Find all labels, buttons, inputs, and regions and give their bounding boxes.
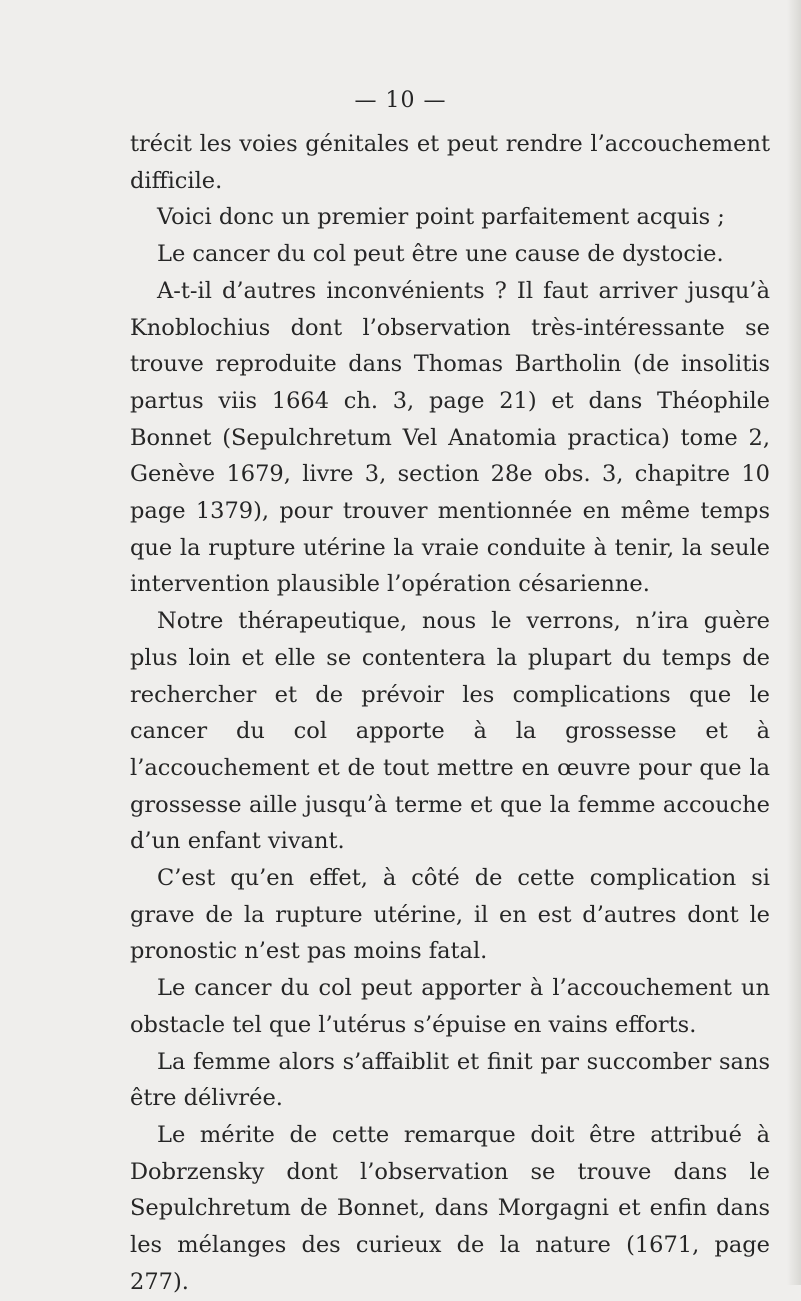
paragraph: Le cancer du col peut apporter à l’accouchement un obstacle tel que l’utérus s’épuise en vains efforts. (130, 975, 770, 1038)
paragraph: Notre thérapeutique, nous le verrons, n’ira guère plus loin et elle se contentera la plupart du temps de rechercher et de prévoir les complications que le cancer du col apporte à la grossesse et à l’accouchement et de tout mettre en œuvre pour que la grossesse aille jusqu’à terme et que la femme accouche d’un enfant vivant. (130, 608, 770, 855)
paragraph: Le cancer du col peut être une cause de dystocie. (157, 241, 724, 268)
paragraph: La femme alors s’affaiblit et finit par succomber sans être délivrée. (130, 1048, 770, 1112)
paragraph: Le mérite de cette remarque doit être attribué à Dobrzensky dont l’observation se trouve dans le Sepulchretum de Bonnet, dans Morgagni et enfin dans les mélanges des curieux de la nature (1671, page 277). (130, 1121, 770, 1295)
paragraph: A-t-il d’autres inconvénients ? Il faut arriver jusqu’à Knoblochius dont l’observation très-intéressante se trouve reproduite dans Thomas Bartholin (de insolitis partus viis 1664 ch. 3, page 21) et dans Théophile Bonnet (Sepulchretum Vel Anatomia practica) tome 2, Genève 1679, livre 3, section 28e obs. 3, chapitre 10 page 1379), pour trouver mentionnée en même temps que la rupture utérine la vraie conduite à tenir, la seule intervention plausible l’opération césarienne. (130, 277, 770, 598)
paragraph: Voici donc un premier point parfaitement acquis ; (157, 204, 725, 231)
paragraph: C’est qu’en effet, à côté de cette complication si grave de la rupture utérine, il en est d’autres dont le pronostic n’est pas moins fatal. (130, 865, 770, 965)
paragraph: trécit les voies génitales et peut rendre l’accouchement difficile. (130, 131, 770, 194)
page-edge (787, 0, 801, 1285)
body-text (130, 126, 770, 1301)
page-number: — 10 — (354, 88, 447, 113)
